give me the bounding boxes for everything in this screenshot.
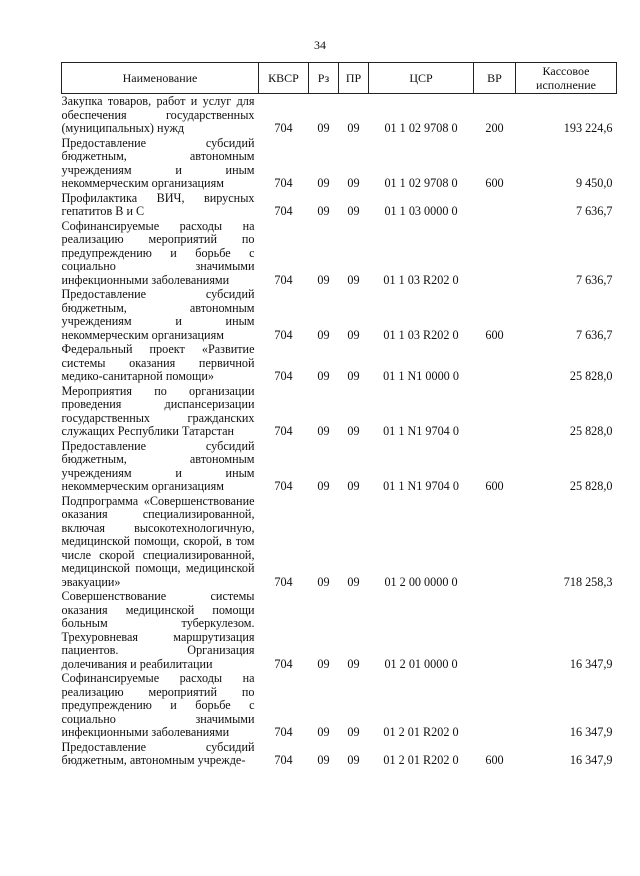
- row-name: Совершенствование системы оказания медицинской помощи больным туберкулезом. Трехуровневая маршрутизация пациентов. Организация долечивания и реабилитации: [61, 589, 255, 671]
- row-rz: 09: [317, 424, 330, 438]
- row-csr: 01 1 03 R202 0: [383, 327, 459, 342]
- row-rz: 09: [317, 272, 330, 287]
- row-csr: 01 2 00 0000 0: [384, 574, 458, 589]
- row-amount: 7 636,7: [575, 327, 613, 342]
- row-name: Профилактика ВИЧ, вирусных гепатитов В и С: [61, 190, 255, 218]
- row-amount: 718 258,3: [563, 574, 613, 589]
- row-csr: 01 2 01 0000 0: [384, 656, 458, 671]
- row-kvsr: 704: [274, 753, 293, 767]
- row-name: Закупка товаров, работ и услуг для обеспечения государственных (муниципальных) нужд: [61, 94, 255, 135]
- table-row: [62, 136, 617, 191]
- row-rz: 09: [317, 204, 330, 218]
- row-amount: 9 450,0: [575, 176, 613, 190]
- row-name: Федеральный проект «Развитие системы оказания первичной медико-санитарной помощи»: [61, 342, 255, 383]
- row-vr: [474, 589, 516, 671]
- row-pr: 09: [347, 424, 360, 438]
- row-rz: 09: [317, 656, 330, 671]
- row-kvsr: 704: [274, 327, 293, 342]
- row-pr: 09: [347, 176, 360, 190]
- row-amount: 7 636,7: [575, 272, 613, 287]
- row-kvsr: 704: [274, 204, 293, 218]
- row-kvsr: 704: [274, 725, 293, 739]
- row-vr: 600: [485, 479, 504, 493]
- row-kvsr: 704: [274, 479, 293, 493]
- row-vr: [474, 384, 516, 439]
- row-pr: 09: [347, 725, 360, 739]
- row-vr: [474, 191, 516, 219]
- row-rz: 09: [317, 725, 330, 739]
- row-csr: 01 1 N1 9704 0: [383, 479, 459, 493]
- table-row: [62, 384, 617, 439]
- table-row: [62, 219, 617, 288]
- row-kvsr: 704: [274, 424, 293, 438]
- row-amount: 193 224,6: [563, 121, 613, 135]
- row-pr: 09: [347, 369, 360, 383]
- table-header: [62, 63, 617, 94]
- row-csr: 01 2 01 R202 0: [383, 753, 459, 767]
- row-name: Предоставление субсидий бюджетным, автономным учреждениям и иным некоммерческим организациям: [61, 135, 255, 190]
- header-pr: ПР: [339, 63, 369, 94]
- row-kvsr: 704: [274, 176, 293, 190]
- row-vr: 600: [485, 753, 504, 767]
- row-amount: 25 828,0: [569, 424, 613, 438]
- row-name: Подпрограмма «Совершенствование оказания специализированной, включая высокотехнологичную, медицинской помощи, скорой, в том числе скорой специализированной, медицинской помощи, медицинской эвакуации»: [61, 493, 255, 589]
- row-amount: 16 347,9: [569, 656, 613, 671]
- header-kvsr: КВСР: [259, 63, 309, 94]
- header-amount: Кассовое исполнение: [516, 63, 617, 94]
- row-vr: [474, 494, 516, 590]
- row-kvsr: 704: [274, 656, 293, 671]
- table-row: [62, 287, 617, 342]
- row-name: Предоставление субсидий бюджетным, автономным учрежде-: [61, 739, 255, 767]
- row-name: Предоставление субсидий бюджетным, автономным учреждениям и иным некоммерческим организациям: [61, 287, 255, 342]
- row-rz: 09: [317, 479, 330, 493]
- row-vr: [474, 219, 516, 288]
- row-rz: 09: [317, 369, 330, 383]
- row-rz: 09: [317, 574, 330, 589]
- table-row: [62, 740, 617, 768]
- table-body: [62, 94, 617, 768]
- row-csr: 01 1 03 0000 0: [384, 204, 458, 218]
- budget-table: [61, 62, 617, 768]
- row-kvsr: 704: [274, 272, 293, 287]
- table-row: [62, 94, 617, 136]
- row-name: Софинансируемые расходы на реализацию мероприятий по предупреждению и борьбе с социально значимыми инфекционными заболеваниями: [61, 671, 255, 739]
- row-kvsr: 704: [274, 369, 293, 383]
- row-csr: 01 1 N1 0000 0: [383, 369, 459, 383]
- row-rz: 09: [317, 176, 330, 190]
- page-number: 34: [314, 38, 326, 52]
- row-pr: 09: [347, 204, 360, 218]
- table-row: [62, 439, 617, 494]
- row-amount: 7 636,7: [575, 204, 613, 218]
- row-pr: 09: [347, 656, 360, 671]
- row-pr: 09: [347, 574, 360, 589]
- row-csr: 01 1 02 9708 0: [384, 176, 458, 190]
- row-csr: 01 1 02 9708 0: [384, 121, 458, 135]
- row-name: Софинансируемые расходы на реализацию мероприятий по предупреждению и борьбе с социально значимыми инфекционными заболеваниями: [61, 218, 255, 287]
- row-pr: 09: [347, 479, 360, 493]
- row-pr: 09: [347, 753, 360, 767]
- table-row: [62, 671, 617, 740]
- table-row: [62, 494, 617, 590]
- row-rz: 09: [317, 121, 330, 135]
- row-csr: 01 1 03 R202 0: [383, 272, 459, 287]
- row-amount: 16 347,9: [569, 753, 613, 767]
- row-kvsr: 704: [274, 574, 293, 589]
- row-rz: 09: [317, 327, 330, 342]
- row-vr: 200: [485, 121, 504, 135]
- row-pr: 09: [347, 121, 360, 135]
- row-csr: 01 1 N1 9704 0: [383, 424, 459, 438]
- row-vr: [474, 671, 516, 740]
- row-pr: 09: [347, 327, 360, 342]
- row-amount: 25 828,0: [569, 369, 613, 383]
- row-rz: 09: [317, 753, 330, 767]
- header-rz: Рз: [309, 63, 339, 94]
- row-vr: 600: [485, 176, 504, 190]
- table-row: [62, 191, 617, 219]
- table-row: [62, 589, 617, 671]
- header-name: Наименование: [62, 63, 259, 94]
- row-csr: 01 2 01 R202 0: [383, 725, 459, 739]
- header-vr: ВР: [474, 63, 516, 94]
- row-name: Предоставление субсидий бюджетным, автономным учреждениям и иным некоммерческим организациям: [61, 438, 255, 493]
- row-vr: 600: [485, 327, 504, 342]
- row-name: Мероприятия по организации проведения диспансеризации государственных гражданских служащих Республики Татарстан: [61, 383, 255, 438]
- row-pr: 09: [347, 272, 360, 287]
- row-kvsr: 704: [274, 121, 293, 135]
- table-row: [62, 342, 617, 384]
- header-csr: ЦСР: [369, 63, 474, 94]
- row-vr: [474, 342, 516, 384]
- row-amount: 16 347,9: [569, 725, 613, 739]
- row-amount: 25 828,0: [569, 479, 613, 493]
